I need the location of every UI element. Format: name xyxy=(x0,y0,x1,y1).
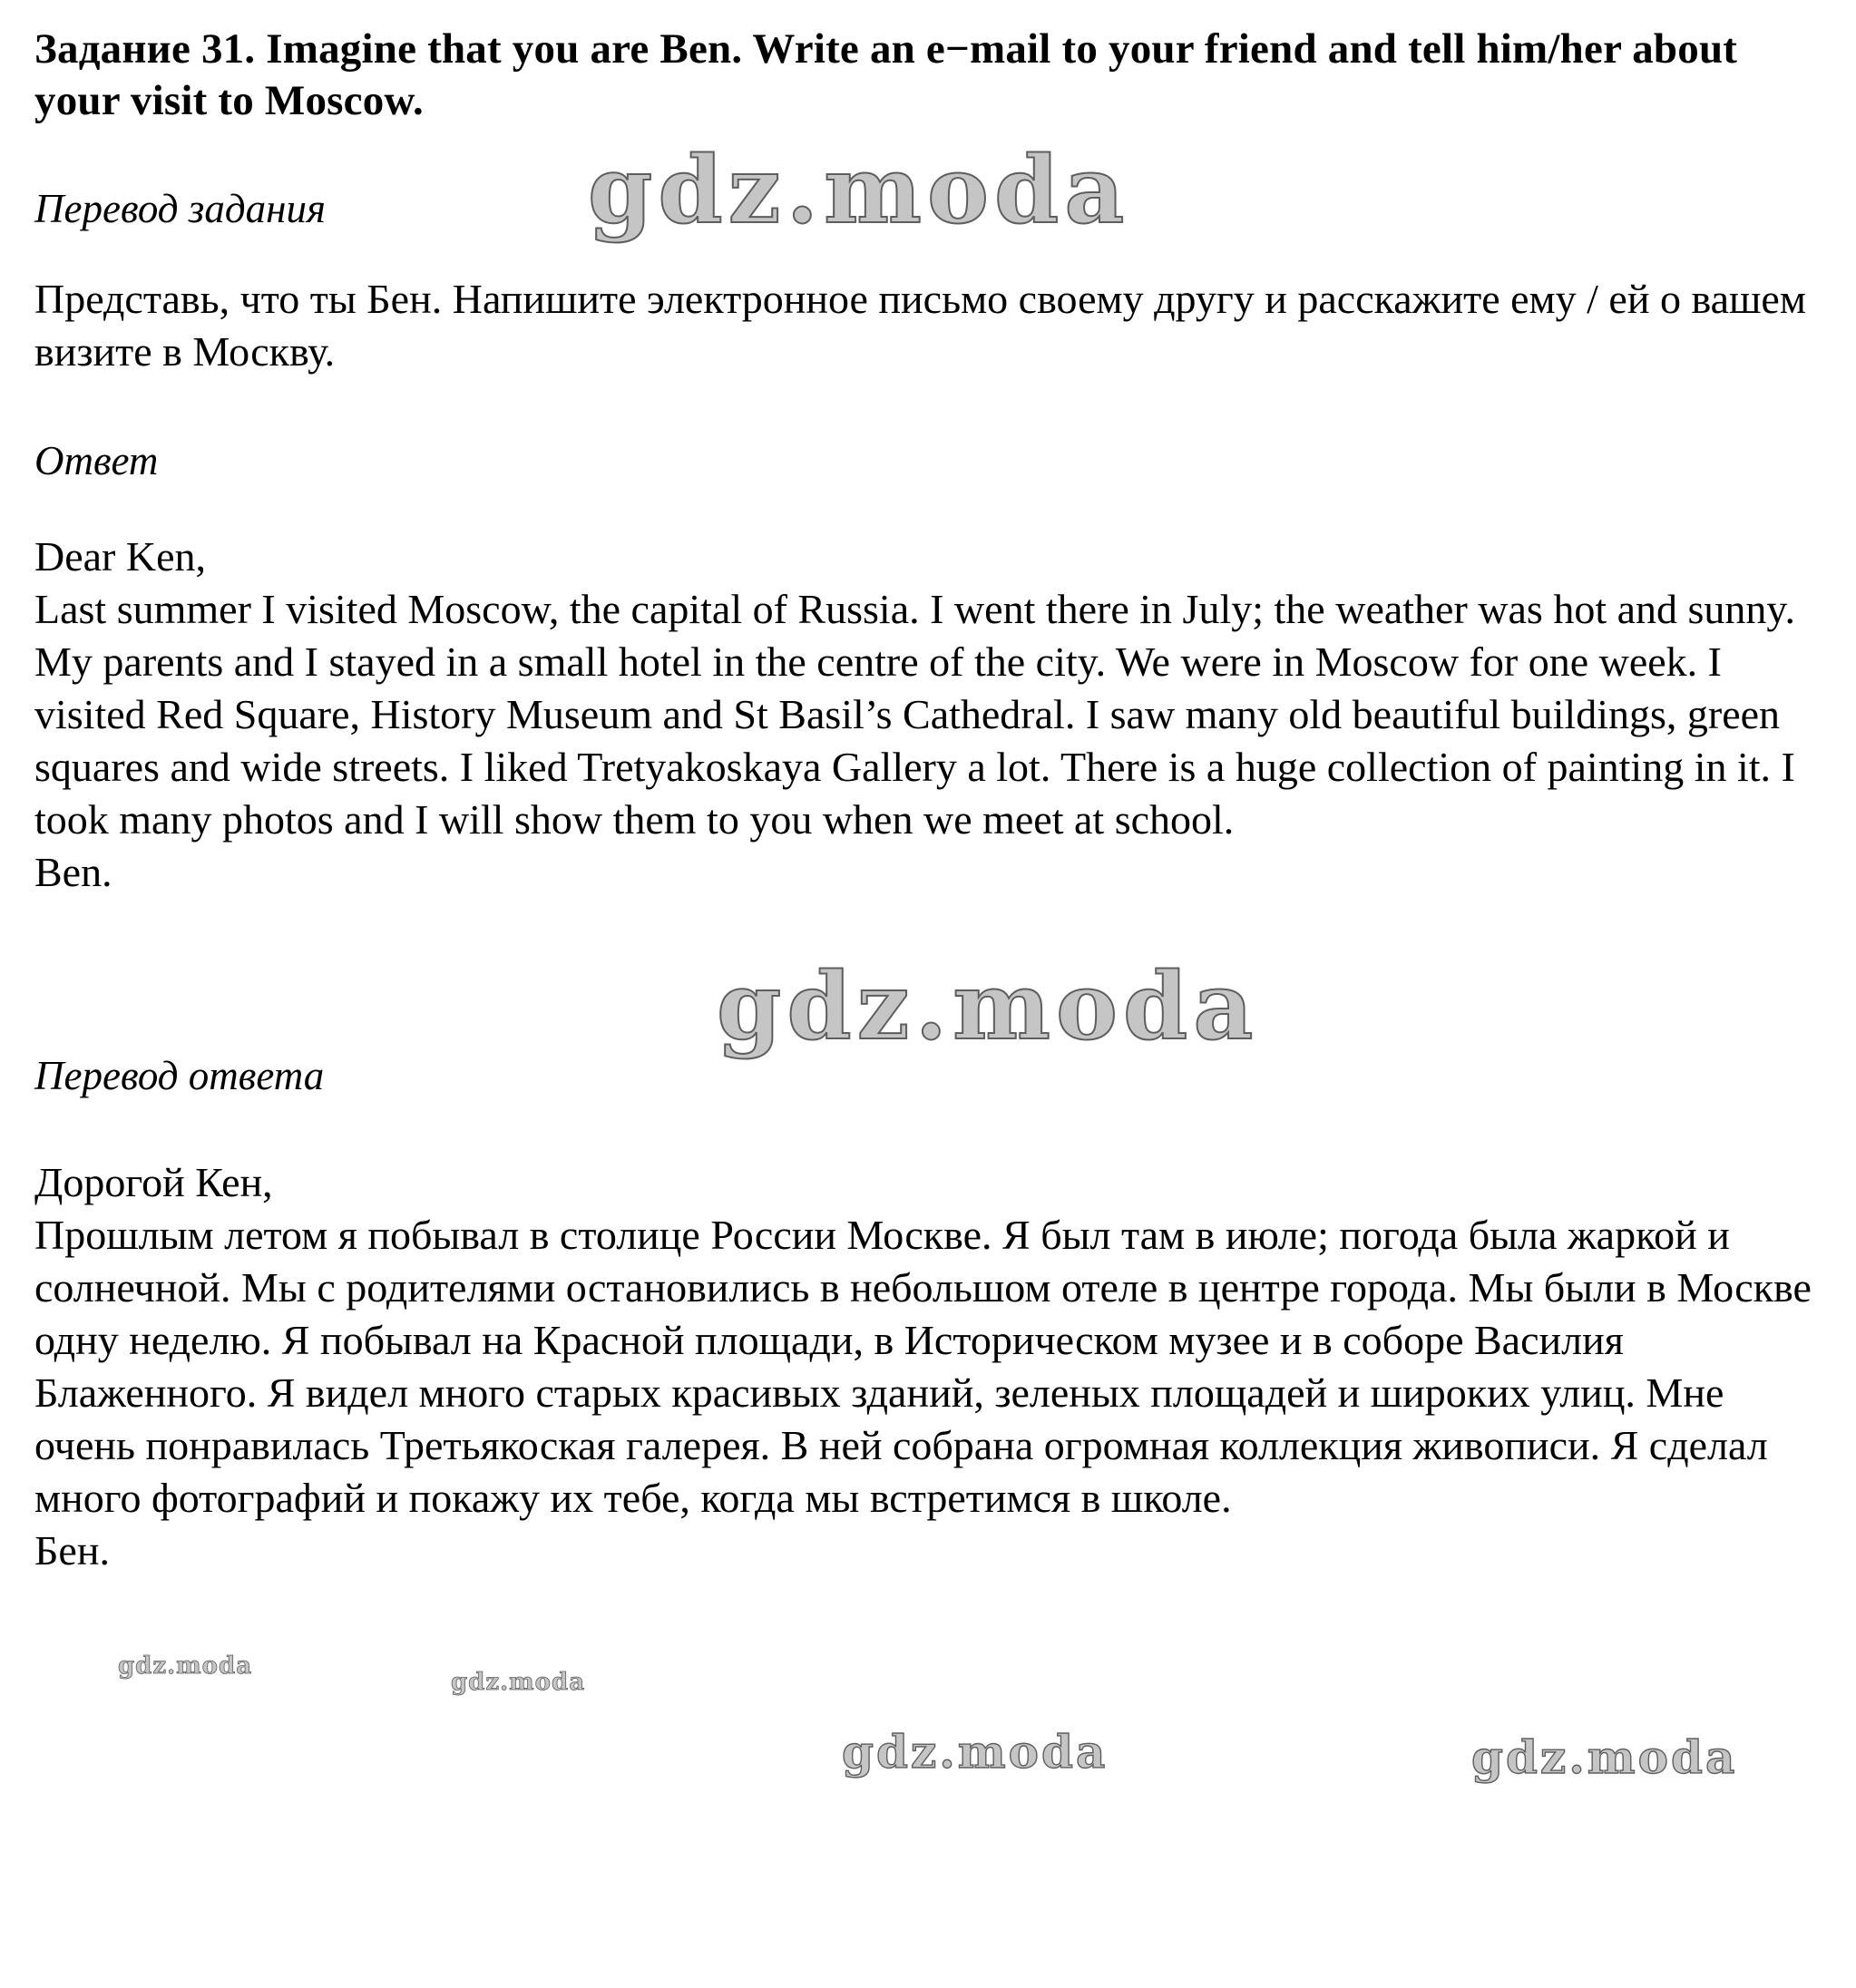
answer-block xyxy=(34,531,1822,899)
watermark-small-center: gdz.moda xyxy=(451,1669,586,1696)
answer-signature: Ben. xyxy=(34,848,112,895)
watermark-small-left: gdz.moda xyxy=(118,1652,253,1680)
answer-translation-body: Прошлым летом я побывал в столице России Москве. Я был там в июле; погода была жаркой и солнечной. Мы с родителями остановились в небольшом отеле в центре города. Мы были в Москве одну неделю. Я побывал на Красной площади, в Историческом музее и в соборе Василия Блаженного. Я видел много старых красивых зданий, зеленых площадей и широких улиц. Мне очень понравилась Третьякоская галерея. В ней собрана огромная коллекция живописи. Я сделал много фотографий и покажу их тебе, когда мы встретимся в школе. xyxy=(34,1211,1812,1521)
watermark-top: gdz.moda xyxy=(588,136,1130,245)
answer-translation-salutation: Дорогой Кен, xyxy=(34,1158,273,1205)
task-title: Задание 31. Imagine that you are Ben. Write an e−mail to your friend and tell him/her about your visit to Moscow. xyxy=(34,25,1738,125)
watermark-middle: gdz.moda xyxy=(717,952,1259,1061)
answer-label: Ответ xyxy=(34,437,159,483)
answer-translation-block xyxy=(34,1156,1822,1577)
task-translation-label: Перевод задания xyxy=(34,185,326,231)
answer-body: Last summer I visited Moscow, the capital of Russia. I went there in July; the weather was hot and sunny. My parents and I stayed in a small hotel in the centre of the city. We were in Moscow for one week. I visited Red Square, History Museum and St Basil’s Cathedral. I saw many old beautiful buildings, green squares and wide streets. I liked Tretyakoskaya Gallery a lot. There is a huge collection of painting in it. I took many photos and I will show them to you when we meet at school. xyxy=(34,585,1795,843)
answer-salutation: Dear Ken, xyxy=(34,532,207,580)
answer-translation-label: Перевод ответа xyxy=(34,1052,325,1098)
watermark-bottom-right: gdz.moda xyxy=(1471,1730,1738,1784)
answer-translation-signature: Бен. xyxy=(34,1526,110,1574)
task-translation-text: Представь, что ты Бен. Напишите электронное письмо своему другу и расскажите ему / ей о вашем визите в Москву. xyxy=(34,275,1806,375)
watermark-bottom-center: gdz.moda xyxy=(842,1725,1109,1778)
